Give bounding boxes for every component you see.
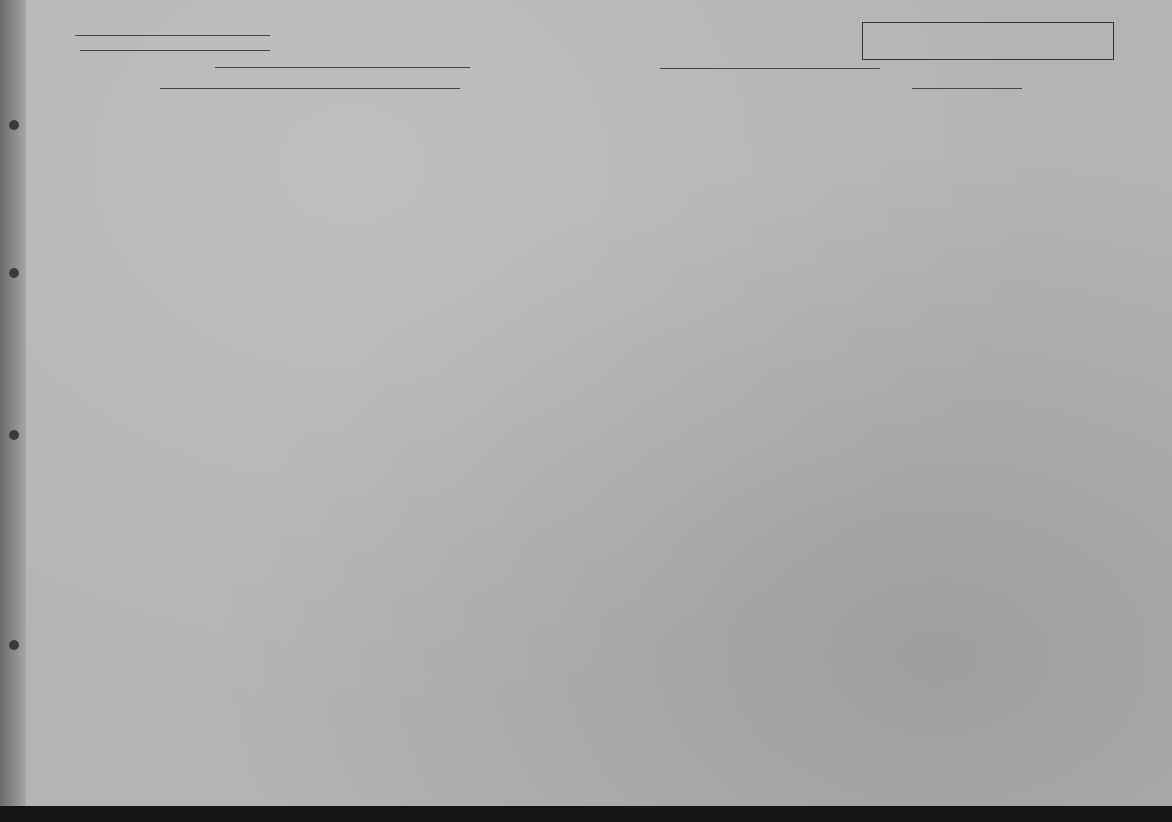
state-underline <box>75 35 270 36</box>
scan-bottom-edge <box>0 806 1172 822</box>
county-underline <box>80 50 270 51</box>
place-underline <box>660 68 880 69</box>
population-table <box>37 96 1109 804</box>
binding-hole <box>9 640 19 650</box>
binding-hole <box>9 268 19 278</box>
district-box <box>862 22 1114 60</box>
binding-hole <box>9 120 19 130</box>
township-underline <box>215 67 470 68</box>
enumerator-underline <box>912 88 1022 89</box>
binding-hole <box>9 430 19 440</box>
institution-underline <box>160 88 460 89</box>
